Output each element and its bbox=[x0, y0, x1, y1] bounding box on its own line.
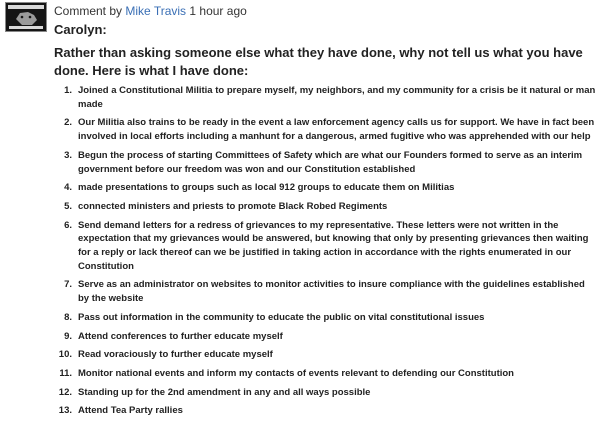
list-number: 10. bbox=[58, 349, 72, 361]
action-list bbox=[54, 84, 598, 423]
list-item-text: Monitor national events and inform my contacts of events relevant to defending our Constitution bbox=[78, 367, 514, 379]
list-number: 11. bbox=[59, 367, 72, 379]
salutation: Carolyn: bbox=[54, 22, 107, 37]
comment-prefix: Comment by bbox=[54, 4, 123, 18]
list-number: 9. bbox=[64, 330, 72, 342]
list-item bbox=[54, 84, 598, 111]
list-item-text: Begun the process of starting Committees of Safety which are what our Founders formed to serve as an interim government before our freedom was won and our Constitution established bbox=[78, 149, 583, 175]
list-item-text: Standing up for the 2nd amendment in any and all ways possible bbox=[78, 386, 371, 398]
list-item-text: made presentations to groups such as local 912 groups to educate them on Militias bbox=[78, 182, 455, 194]
intro-paragraph: Rather than asking someone else what they have done, why not tell us what you have done. Here is what I have done: bbox=[54, 45, 583, 78]
list-number: 6. bbox=[64, 219, 72, 231]
list-item-text: Joined a Constitutional Militia to prepare myself, my neighbors, and my community for a crisis be it natural or man made bbox=[78, 85, 596, 110]
list-item bbox=[54, 219, 598, 274]
list-number: 7. bbox=[64, 279, 72, 291]
list-number: 8. bbox=[64, 311, 72, 323]
list-item-text: Our Militia also trains to be ready in the event a law enforcement agency calls us for support. We have in fact been involved in local efforts including a manhunt for a dangerous, armed fugitive who was apprehended with our help bbox=[78, 117, 595, 143]
list-number: 12. bbox=[58, 386, 72, 398]
list-item bbox=[54, 386, 598, 400]
list-item bbox=[54, 116, 598, 143]
list-item bbox=[54, 311, 598, 325]
list-item bbox=[54, 181, 598, 195]
list-item bbox=[54, 367, 598, 381]
comment-header bbox=[54, 3, 247, 19]
list-number: 13. bbox=[58, 405, 72, 417]
comment-timestamp: 1 hour ago bbox=[189, 4, 247, 18]
avatar[interactable] bbox=[5, 2, 47, 32]
list-item bbox=[54, 278, 598, 305]
list-number: 4. bbox=[64, 182, 72, 194]
list-item bbox=[54, 149, 598, 176]
list-item-text: Attend conferences to further educate myself bbox=[78, 330, 283, 342]
list-item bbox=[54, 348, 598, 362]
sheep-dog-avatar-icon bbox=[6, 3, 46, 31]
list-item-text: Serve as an administrator on websites to monitor activities to insure compliance with the guidelines established by the website bbox=[78, 279, 585, 305]
list-number: 5. bbox=[64, 200, 72, 212]
list-item bbox=[54, 404, 598, 418]
list-item-text: Pass out information in the community to educate the public on vital constitutional issues bbox=[78, 311, 485, 323]
list-item-text: Send demand letters for a redress of grievances to my representative. These letters were not written in the expectation that my grievances would be answered, but knowing that only by presenting grievances then waiting for a reply or lack thereof can we be justified in taking action in accordance with the rights enumerated in our Constitution bbox=[78, 219, 589, 272]
list-number: 2. bbox=[64, 117, 72, 129]
list-number: 3. bbox=[64, 149, 72, 161]
list-item-text: Attend Tea Party rallies bbox=[78, 405, 183, 417]
author-link[interactable]: Mike Travis bbox=[125, 4, 187, 18]
list-item-text: Read voraciously to further educate myself bbox=[78, 349, 273, 361]
list-item bbox=[54, 330, 598, 344]
list-number: 1. bbox=[64, 85, 72, 96]
list-item bbox=[54, 200, 598, 214]
list-item-text: connected ministers and priests to promote Black Robed Regiments bbox=[78, 200, 388, 212]
